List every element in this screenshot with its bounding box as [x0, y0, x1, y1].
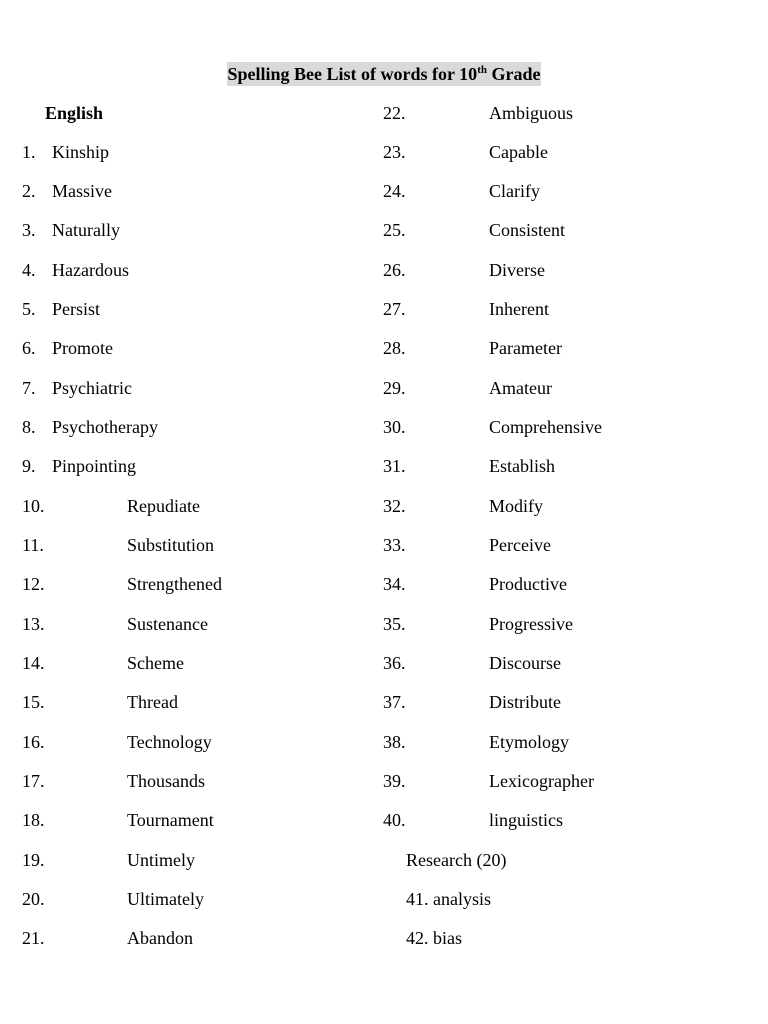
list-item-word: Sustenance: [127, 614, 208, 634]
list-item-word: Scheme: [127, 653, 184, 673]
list-item-word: Psychiatric: [52, 378, 132, 398]
list-item-word: Clarify: [489, 181, 540, 201]
list-item-word: Tournament: [127, 810, 214, 830]
list-item-number: 34.: [383, 574, 406, 594]
list-item-word: Distribute: [489, 692, 561, 712]
list-item-number: 22.: [383, 103, 406, 123]
list-item-number: 4.: [22, 260, 36, 280]
list-item-word: Repudiate: [127, 496, 200, 516]
list-item-number: 5.: [22, 299, 36, 319]
list-item-word: Kinship: [52, 142, 110, 162]
title-suffix: Grade: [486, 64, 541, 84]
list-item-number: 14.: [22, 653, 45, 673]
list-item-word: Abandon: [127, 928, 193, 948]
list-item-word: Productive: [489, 574, 567, 594]
list-item-number: 16.: [22, 732, 45, 752]
list-item-number: 24.: [383, 181, 406, 201]
research-heading: Research (20): [406, 850, 507, 870]
list-item-word: Hazardous: [52, 260, 129, 280]
list-item-word: Perceive: [489, 535, 551, 555]
list-item-number: 9.: [22, 456, 36, 476]
list-item-word: Consistent: [489, 220, 566, 240]
research-item: 42. bias: [406, 928, 462, 948]
list-item-word: Ultimately: [127, 889, 204, 909]
research-item: 41. analysis: [406, 889, 491, 909]
list-item-number: 36.: [383, 653, 406, 673]
list-item-number: 3.: [22, 220, 36, 240]
list-item-number: 7.: [22, 378, 36, 398]
list-item-number: 31.: [383, 456, 406, 476]
list-item-number: 1.: [22, 142, 36, 162]
list-item-number: 28.: [383, 338, 406, 358]
list-item-number: 38.: [383, 732, 406, 752]
list-item-number: 25.: [383, 220, 406, 240]
list-item-number: 13.: [22, 614, 45, 634]
list-item-word: Strengthened: [127, 574, 222, 594]
list-item-number: 39.: [383, 771, 406, 791]
list-item-word: Progressive: [489, 614, 573, 634]
list-item-word: Parameter: [489, 338, 562, 358]
list-item-number: 30.: [383, 417, 406, 437]
list-item-number: 21.: [22, 928, 45, 948]
list-item-word: Thousands: [127, 771, 205, 791]
list-item-number: 11.: [22, 535, 44, 555]
list-item-number: 32.: [383, 496, 406, 516]
list-item-number: 23.: [383, 142, 406, 162]
list-item-number: 20.: [22, 889, 45, 909]
list-item-word: Substitution: [127, 535, 215, 555]
list-item-number: 29.: [383, 378, 406, 398]
list-item-number: 19.: [22, 850, 45, 870]
list-item-word: Inherent: [489, 299, 549, 319]
list-item-number: 17.: [22, 771, 45, 791]
list-item-number: 10.: [22, 496, 45, 516]
list-item-word: Amateur: [489, 378, 552, 398]
list-item-word: Establish: [489, 456, 555, 476]
list-item-word: Comprehensive: [489, 417, 602, 437]
list-item-number: 15.: [22, 692, 45, 712]
list-item-number: 12.: [22, 574, 45, 594]
list-item-number: 18.: [22, 810, 45, 830]
list-item-word: linguistics: [489, 810, 564, 830]
title-highlight: [227, 62, 542, 86]
list-item-number: 2.: [22, 181, 36, 201]
list-item-number: 8.: [22, 417, 36, 437]
list-item-number: 27.: [383, 299, 406, 319]
list-item-word: Untimely: [127, 850, 195, 870]
list-item-word: Discourse: [489, 653, 561, 673]
list-item-word: Promote: [52, 338, 113, 358]
english-heading: English: [45, 103, 104, 123]
list-item-number: 6.: [22, 338, 36, 358]
list-item-word: Pinpointing: [52, 456, 137, 476]
list-item-word: Diverse: [489, 260, 545, 280]
list-item-word: Psychotherapy: [52, 417, 158, 437]
title-prefix: Spelling Bee List of words for 10: [227, 64, 478, 84]
list-item-number: 33.: [383, 535, 406, 555]
list-item-word: Thread: [127, 692, 178, 712]
list-item-word: Technology: [127, 732, 212, 752]
title-superscript: th: [477, 64, 487, 76]
list-item-word: Persist: [52, 299, 101, 319]
list-item-number: 37.: [383, 692, 406, 712]
list-item-word: Naturally: [52, 220, 120, 240]
list-item-number: 40.: [383, 810, 406, 830]
list-item-word: Lexicographer: [489, 771, 594, 791]
list-item-word: Modify: [489, 496, 543, 516]
list-item-word: Ambiguous: [489, 103, 574, 123]
list-item-word: Massive: [52, 181, 112, 201]
list-item-number: 35.: [383, 614, 406, 634]
document-title: [0, 62, 768, 86]
list-item-word: Capable: [489, 142, 548, 162]
list-item-word: Etymology: [489, 732, 569, 752]
list-item-number: 26.: [383, 260, 406, 280]
